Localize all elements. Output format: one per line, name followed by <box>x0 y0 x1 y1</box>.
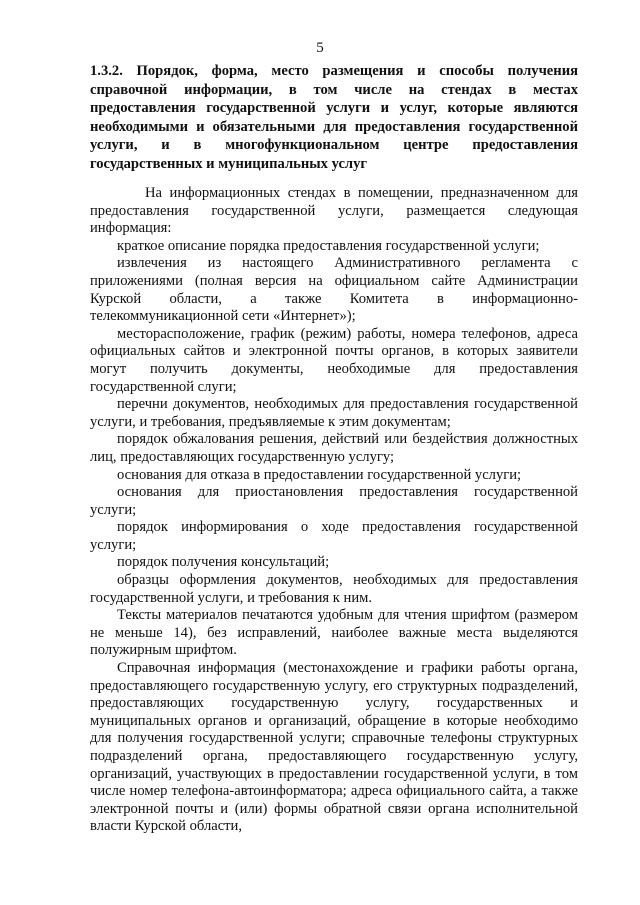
list-item: перечни документов, необходимых для предоставления государственной услуги, и требования, предъявляемые к этим документам; <box>90 396 578 430</box>
list-item: порядок обжалования решения, действий или бездействия должностных лиц, предоставляющих государственную услугу; <box>90 431 578 465</box>
list-item: образцы оформления документов, необходимых для предоставления государственной услуги, и требования к ним. <box>90 572 578 606</box>
page-number: 5 <box>316 40 324 56</box>
list-item: месторасположение, график (режим) работы, номера телефонов, адреса официальных сайтов и электронной почты органов, в которых заявители могут получить документы, необходимые для предоставления государственной слуги; <box>90 325 578 395</box>
document-body <box>90 185 578 836</box>
list-item: краткое описание порядка предоставления государственной услуги; <box>117 237 540 254</box>
fonts-paragraph-text: Тексты материалов печатаются удобным для чтения шрифтом (размером не меньше 14), без исправлений, наиболее важные места выделяются <box>90 607 578 641</box>
heading-line: справочной информации, в том числе на стендах в местах <box>90 81 578 98</box>
fonts-paragraph <box>90 607 578 660</box>
list-item: основания для отказа в предоставлении государственной услуги; <box>117 466 522 483</box>
fonts-paragraph-text: полужирным шрифтом <box>90 642 234 659</box>
list-item: порядок информирования о ходе предоставления государственной услуги; <box>90 519 578 553</box>
heading-line: 1.3.2. Порядок, форма, место размещения и способы получения <box>90 63 578 79</box>
section-heading <box>90 62 578 173</box>
reference-paragraph: Справочная информация (местонахождение и графики работы органа, предоставляющего государственную услугу, его структурных подразделений, предоставляющих государственную услугу, государственных и муниципальных органов и организаций, обращение в которые необходимо для получения государственной услуги; справочные телефоны структурных подразделений органа, предоставляющего государственную услугу, организаций, участвующих в предоставлении государственной услуги, в том числе номер телефона-автоинформатора; адреса официального сайта, а также электронной почты и (или) формы обратной связи органа исполнительной власти Курской области, <box>90 660 578 835</box>
fonts-paragraph-text: . <box>233 642 237 659</box>
list-item: порядок получения консультаций; <box>117 554 330 571</box>
heading-line: услуги, и в многофункциональном центре предоставления <box>90 137 578 153</box>
heading-line: предоставления государственной услуги и услуг, которые являются <box>90 100 578 116</box>
heading-line: государственных и муниципальных услуг <box>90 155 368 172</box>
list-item: основания для приостановления предоставления государственной услуги; <box>90 484 578 518</box>
intro-paragraph: На информационных стендах в помещении, предназначенном для предоставления государственной услуги, размещается следующая информация: <box>90 185 578 237</box>
list-item: извлечения из настоящего Административного регламента с приложениями (полная версия на официальном сайте Администрации Курской области, а также Комитета в информационно-телекоммуникационной сети «Интернет»); <box>90 255 578 325</box>
heading-line: необходимыми и обязательными для предоставления государственной <box>90 118 578 135</box>
